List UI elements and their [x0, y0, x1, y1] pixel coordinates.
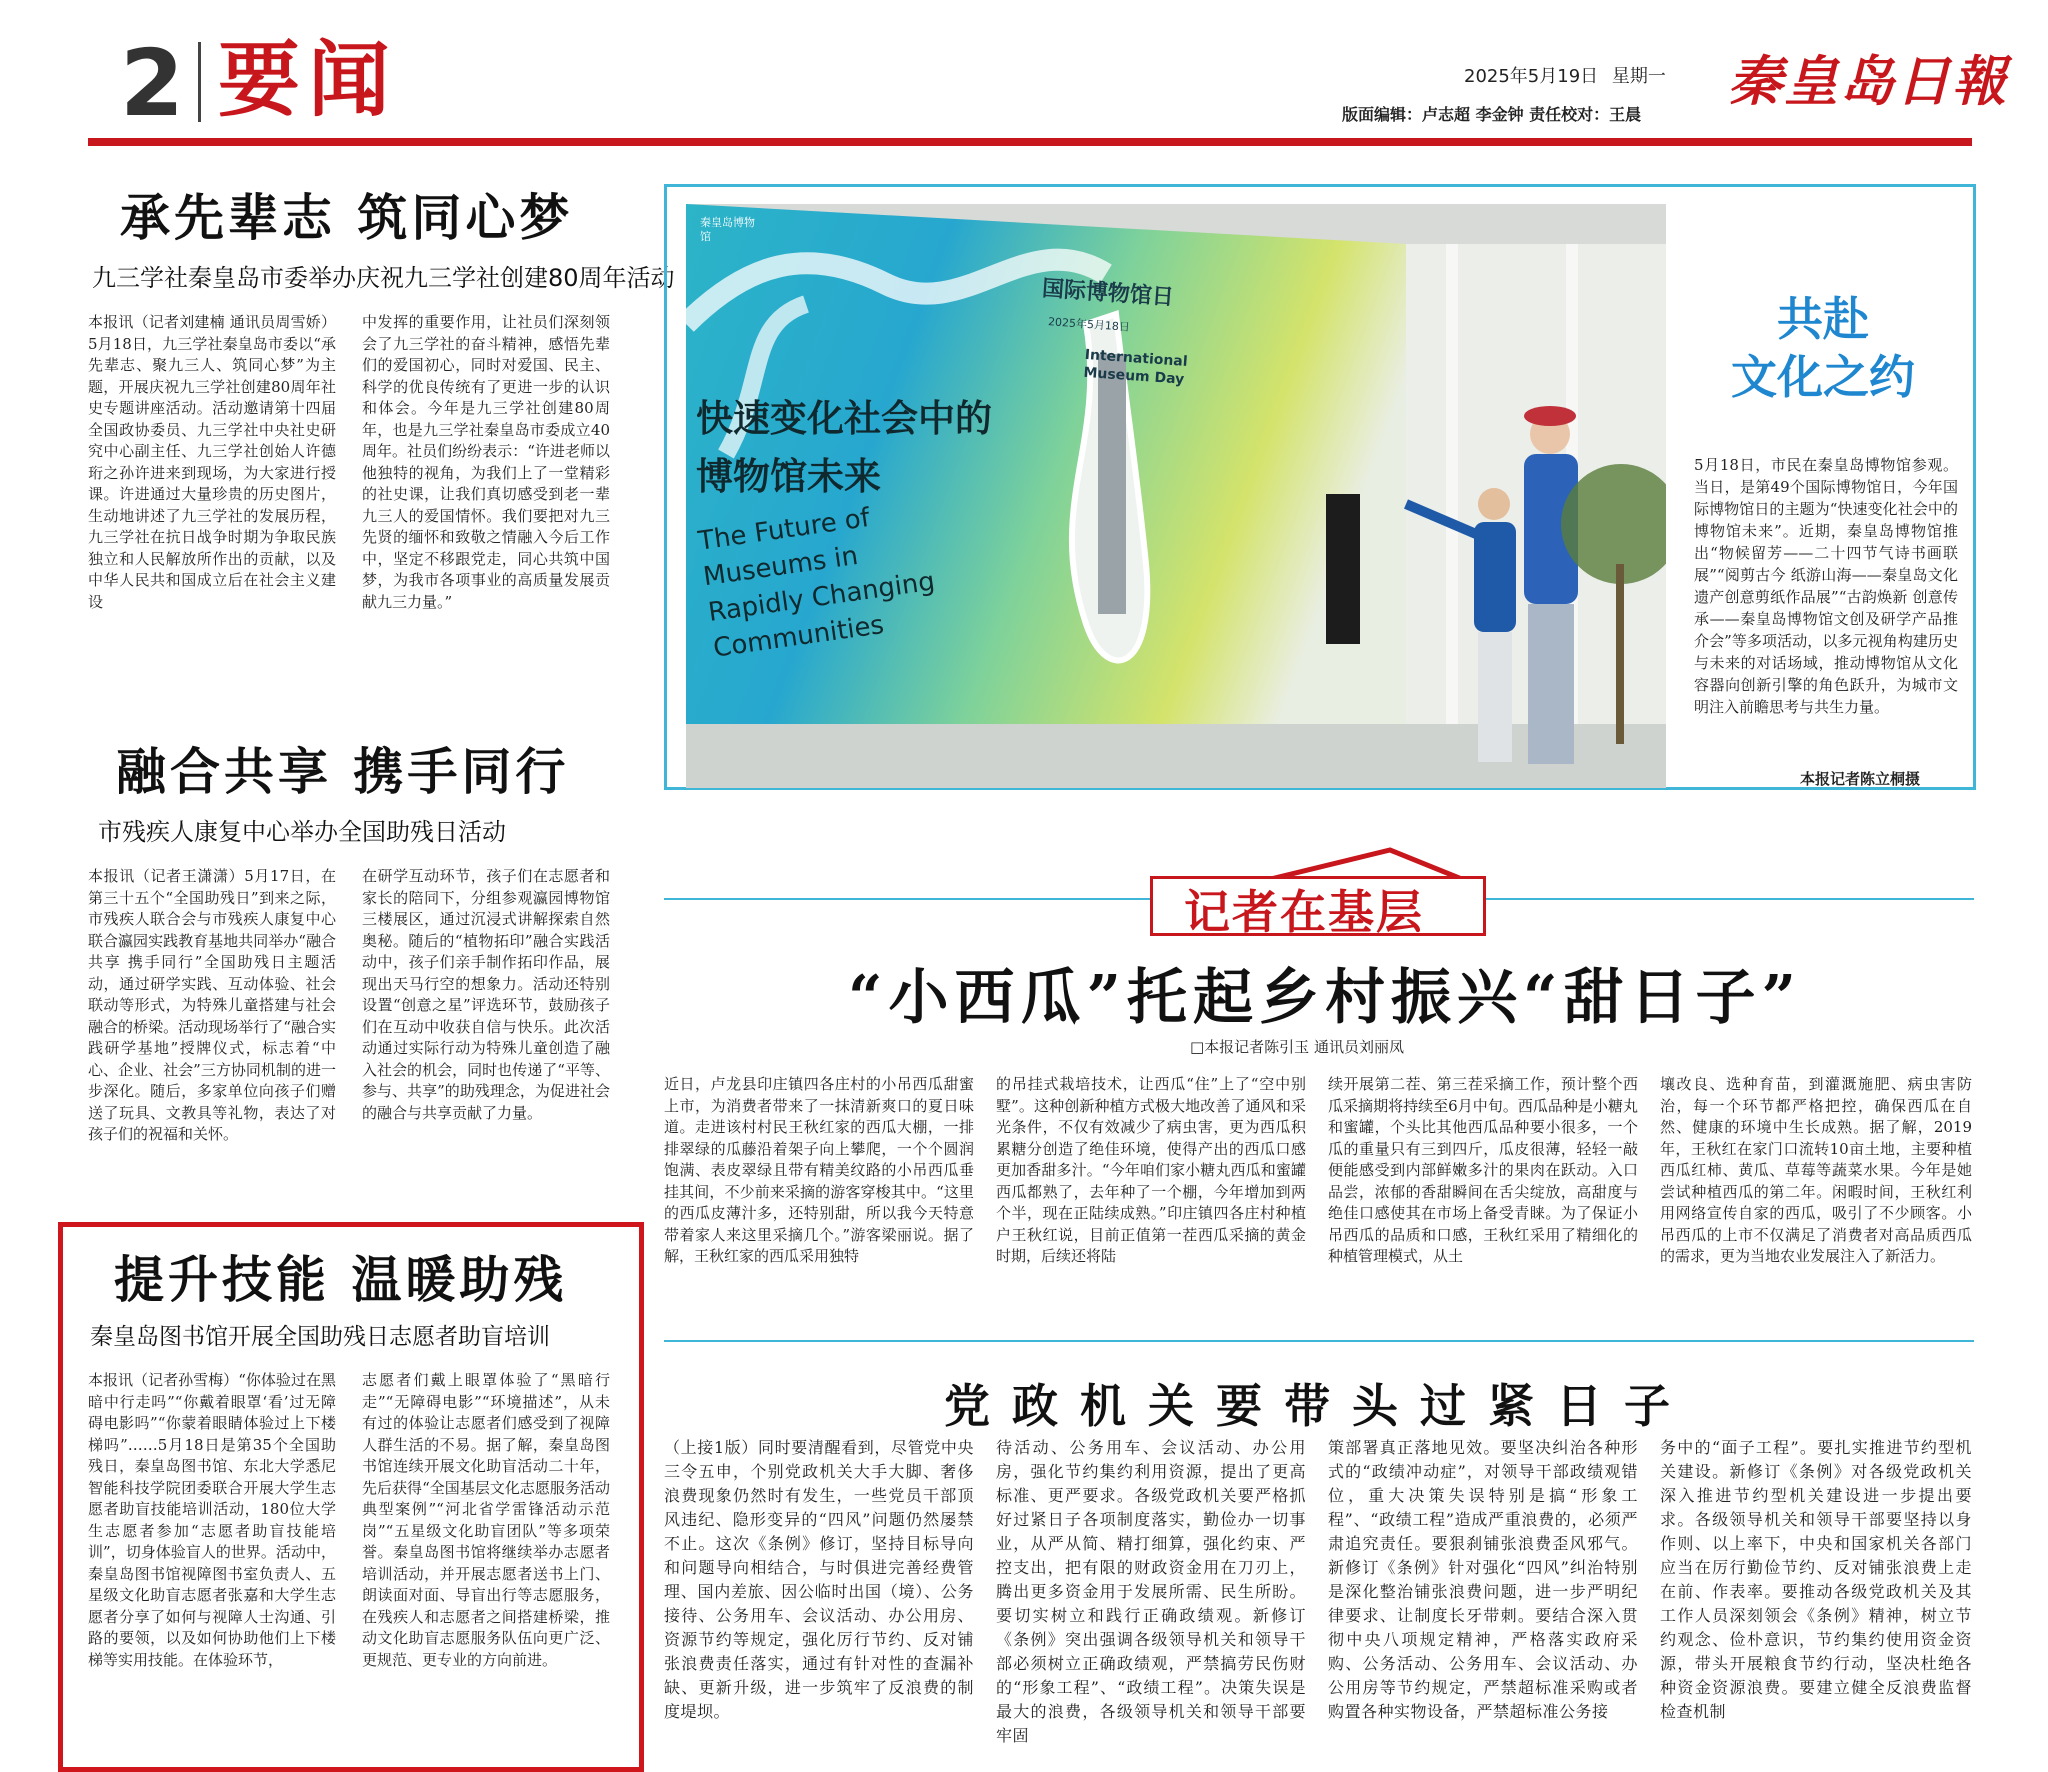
watermelon-column-2: 的吊挂式栽培技术，让西瓜“住”上了“空中别墅”。这种创新种植方式极大地改善了通风和采光条件，不仅有效减少了病虫害，更为西瓜积累糖分创造了绝佳环境，使得产出的西瓜口感更加香甜多汁。“今年咱们家小糖丸西瓜和蜜罐西瓜都熟了，去年种了一个棚，今年增加到两个半，现在正陆续成熟。”印庄镇四各庄村种植户王秋红说，目前正值第一茬西瓜采摘的黄金时期，后续还将陆 — [996, 1075, 1306, 1265]
museum-photo — [686, 204, 1666, 788]
article-1-headline: 承先辈志 筑同心梦 — [120, 188, 574, 247]
watermelon-column-1: 近日，卢龙县印庄镇四各庄村的小吊西瓜甜蜜上市，为消费者带来了一抹清新爽口的夏日味道。走进该村村民王秋红家的西瓜大棚，一排排翠绿的瓜藤沿着架子向上攀爬，一个个圆润饱满、表皮翠绿且带有精美纹路的小吊西瓜垂挂其间，不少前来采摘的游客穿梭其中。“这里的西瓜皮薄汁多，还特别甜，所以我今天特意带着家人来这里采摘几个。”游客梁丽说。据了解，王秋红家的西瓜采用独特 — [664, 1075, 974, 1265]
article-1-column-2: 中发挥的重要作用，让社员们深刻领会了九三学社的奋斗精神，感悟先辈们的爱国初心，同时对爱国、民主、科学的优良传统有了更进一步的认识和体会。今年是九三学社创建80周年，也是九三学社秦皇岛市委成立40周年。社员们纷纷表示：“许进老师以他独特的视角，为我们上了一堂精彩的社史课，让我们真切感受到老一辈九三人的爱国情怀。我们要把对九三先贤的缅怀和致敬之情融入今后工作中，坚定不移跟党走，同心共筑中国梦，为我市各项事业的高质量发展贡献九三力量。” — [362, 313, 610, 611]
watermelon-headline: “小西瓜”托起乡村振兴“甜日子” — [848, 963, 1803, 1033]
article-3-subhead: 秦皇岛图书馆开展全国助残日志愿者助盲培训 — [90, 1324, 550, 1350]
article-2-subhead: 市残疾人康复中心举办全国助残日活动 — [98, 818, 506, 846]
wall-slogan: 快速变化社会中的博物馆未来 — [696, 397, 992, 498]
wall-header: 国际博物馆日 — [1041, 276, 1175, 311]
article-3-column-1: 本报讯（记者孙雪梅）“你体验过在黑暗中行走吗”“你戴着眼罩‘看’过无障碍电影吗”“你蒙着眼睛体验过上下楼梯吗”……5月18日是第35个全国助残日，秦皇岛图书馆、东北大学悉尼智能科技学院团委联合开展大学生志愿者助盲技能培训活动，180位大学生志愿者参加“志愿者助盲技能培训”，切身体验盲人的世界。活动中，秦皇岛图书馆视障图书室负责人、五星级文化助盲志愿者张嘉和大学生志愿者分享了如何与视障人士沟通、引路的要领，以及如何协助他们上下楼梯等实用技能。在体验环节， — [88, 1371, 336, 1669]
austerity-headline: 党政机关要带头过紧日子 — [944, 1379, 1692, 1433]
editor-credits: 版面编辑：卢志超 李金钟 责任校对：王晨 — [1342, 105, 1642, 124]
museum-logo: 秦皇岛博物馆 — [700, 216, 755, 243]
photo-credit: 本报记者陈立桐摄 — [1800, 770, 1921, 788]
article-1-subhead: 九三学社秦皇岛市委举办庆祝九三学社创建80周年活动 — [92, 264, 675, 292]
article-2-column-1: 本报讯（记者王潇潇）5月17日，在第三十五个“全国助残日”到来之际，市残疾人联合会与市残疾人康复中心联合瀛园实践教育基地共同举办“融合共享 携手同行”全国助残日主题活动，通过研学实践、互动体验、社会联动等形式，为特殊儿童搭建与社会融合的桥梁。活动现场举行了“融合实践研学基地”授牌仪式，标志着“中心、企业、社会”三方协同机制的进一步深化。随后，多家单位向孩子们赠送了玩具、文教具等礼物，表达了对孩子们的祝福和关怀。 — [88, 867, 336, 1143]
watermelon-byline: □本报记者陈引玉 通讯员刘丽凤 — [1190, 1038, 1404, 1056]
page-number: 2 — [120, 30, 185, 137]
article-2-column-2: 在研学互动环节，孩子们在志愿者和家长的陪同下，分组参观瀛园博物馆三楼展区，通过沉浸式讲解探索自然奥秘。随后的“植物拓印”融合实践活动中，孩子们亲手制作拓印作品，展现出天马行空的想象力。活动还特别设置“创意之星”评选环节，鼓励孩子们在互动中收获自信与快乐。此次活动通过实际行动为特殊儿童创造了融入社会的机会，同时也传递了“平等、参与、共享”的助残理念，为促进社会的融合与共享贡献了力量。 — [362, 867, 610, 1122]
photo-feature-title — [1708, 290, 1938, 406]
page-number-divider — [198, 42, 201, 122]
issue-date: 2025年5月19日 星期一 — [1464, 66, 1666, 87]
masthead-rule — [88, 138, 1972, 146]
lower-section-rule — [664, 1340, 1974, 1342]
watermelon-column-3: 续开展第二茬、第三茬采摘工作，预计整个西瓜采摘期将持续至6月中旬。西瓜品种是小糖丸和蜜罐，个头比其他西瓜品种要小很多，一个瓜的重量只有三到四斤，瓜皮很薄，轻轻一敲便能感受到内部鲜嫩多汁的果肉在跃动。入口品尝，浓郁的香甜瞬间在舌尖绽放，高甜度与绝佳口感使其在市场上备受青睐。为了保证小吊西瓜的品质和口感，王秋红采用了精细化的种植管理模式，从土 — [1328, 1075, 1638, 1265]
reporter-badge: 记者在基层 — [1184, 885, 1424, 939]
wall-header-english: International Museum Day — [1082, 346, 1189, 388]
austerity-column-3: 策部署真正落地见效。要坚决纠治各种形式的“政绩冲动症”，对领导干部政绩观错位，重大决策失误特别是搞“形象工程”、“政绩工程”造成严重浪费的，必须严肃追究责任。要狠刹铺张浪费歪风邪气。新修订《条例》针对强化“四风”纠治特别是深化整治铺张浪费问题，进一步严明纪律要求、让制度长牙带刺。要结合深入贯彻中央八项规定精神，严格落实政府采购、公务活动、公务用车、会议活动、办公用房等节约规定，严禁超标准采购或者购置各种实物设备，严禁超标准公务接 — [1328, 1438, 1638, 1721]
section-title: 要闻 — [218, 33, 399, 128]
austerity-column-1: （上接1版）同时要清醒看到，尽管党中央三令五申，个别党政机关大手大脚、奢侈浪费现象仍然时有发生，一些党员干部顶风违纪、隐形变异的“四风”问题仍然屡禁不止。这次《条例》修订，坚持目标导向和问题导向相结合，与时俱进完善经费管理、国内差旅、因公临时出国（境）、公务接待、公务用车、会议活动、办公用房、资源节约等规定，强化厉行节约、反对铺张浪费责任落实，通过有针对性的查漏补缺、更新升级，进一步筑牢了反浪费的制度堤坝。 — [664, 1438, 974, 1721]
article-3-headline: 提升技能 温暖助残 — [114, 1250, 568, 1309]
article-1-column-1: 本报讯（记者刘建楠 通讯员周雪娇）5月18日，九三学社秦皇岛市委以“承先辈志、聚九三人、筑同心梦”为主题，开展庆祝九三学社创建80周年社史专题讲座活动。活动邀请第十四届全国政协委员、九三学社中央社史研究中心副主任、九三学社创始人许德珩之孙许进来到现场，为大家进行授课。许进通过大量珍贵的历史图片，生动地讲述了九三学社的发展历程，九三学社在抗日战争时期为争取民族独立和人民解放所作出的贡献，以及中华人民共和国成立后在社会主义建设 — [88, 313, 336, 611]
watermelon-column-4: 壤改良、选种育苗，到灌溉施肥、病虫害防治，每一个环节都严格把控，确保西瓜在自然、健康的环境中生长成熟。据了解，2019年，王秋红在家门口流转10亩土地，主要种植西瓜红柿、黄瓜、草莓等蔬菜水果。今年是她尝试种植西瓜的第二年。闲暇时间，王秋红利用网络宣传自家的西瓜，吸引了不少顾客。小吊西瓜的上市不仅满足了消费者对高品质西瓜的需求，更为当地农业发展注入了新活力。 — [1660, 1075, 1972, 1265]
photo-caption: 5月18日，市民在秦皇岛博物馆参观。当日，是第49个国际博物馆日，今年国际博物馆日的主题为“快速变化社会中的博物馆未来”。近期，秦皇岛博物馆推出“物候留芳——二十四节气诗书画联展”“阅剪古今 纸游山海——秦皇岛文化遗产创意剪纸作品展”“古韵焕新 创意传承——秦皇岛博物馆文创及研学产品推介会”等多项活动，以多元视角构建历史与未来的对话场域，推动博物馆从文化容器向创新引擎的角色跃升，为城市文明注入前瞻思考与共生力量。 — [1694, 456, 1958, 716]
article-2-headline: 融合共享 携手同行 — [116, 742, 570, 801]
wall-slogan-english: The Future of Museums in Rapidly Changing Communities — [696, 502, 937, 664]
article-3-column-2: 志愿者们戴上眼罩体验了“黑暗行走”“无障碍电影”“环境描述”，从未有过的体验让志愿者们感受到了视障人群生活的不易。据了解，秦皇岛图书馆连续开展文化助盲活动二十年，先后获得“全国基层文化志愿服务活动典型案例”“河北省学雷锋活动示范岗”“五星级文化助盲团队”等多项荣誉。秦皇岛图书馆将继续举办志愿者培训活动，并开展志愿者送书上门、朗读面对面、导盲出行等志愿服务，在残疾人和志愿者之间搭建桥梁，推动文化助盲志愿服务队伍向更广泛、更规范、更专业的方向前进。 — [362, 1371, 610, 1669]
photo-feature-title-line-2: 文化之约 — [1731, 350, 1915, 404]
austerity-column-2: 待活动、公务用车、会议活动、办公用房，强化节约集约利用资源，提出了更高标准、更严要求。各级党政机关要严格抓好过紧日子各项制度落实，勤俭办一切事业，从严从简、精打细算，强化约束、严控支出，把有限的财政资金用在刀刃上，腾出更多资金用于发展所需、民生所盼。要切实树立和践行正确政绩观。新修订《条例》突出强调各级领导机关和领导干部必须树立正确政绩观，严禁搞劳民伤财的“形象工程”、“政绩工程”。决策失误是最大的浪费，各级领导机关和领导干部要牢固 — [996, 1438, 1306, 1745]
photo-feature-title-line-1: 共赴 — [1777, 292, 1869, 346]
austerity-column-4: 务中的“面子工程”。要扎实推进节约型机关建设。新修订《条例》对各级党政机关深入推进节约型机关建设进一步提出要求。各级领导机关和领导干部要坚持以身作则、以上率下，中央和国家机关各部门应当在厉行勤俭节约、反对铺张浪费上走在前、作表率。要推动各级党政机关及其工作人员深刻领会《条例》精神，树立节约观念、俭朴意识，节约集约使用资金资源，带头开展粮食节约行动，坚决杜绝各种资金资源浪费。要建立健全反浪费监督检查机制 — [1660, 1438, 1972, 1721]
newspaper-logo: 秦皇岛日報 — [1728, 49, 2008, 113]
wall-date: 2025年5月18日 — [1047, 315, 1131, 334]
